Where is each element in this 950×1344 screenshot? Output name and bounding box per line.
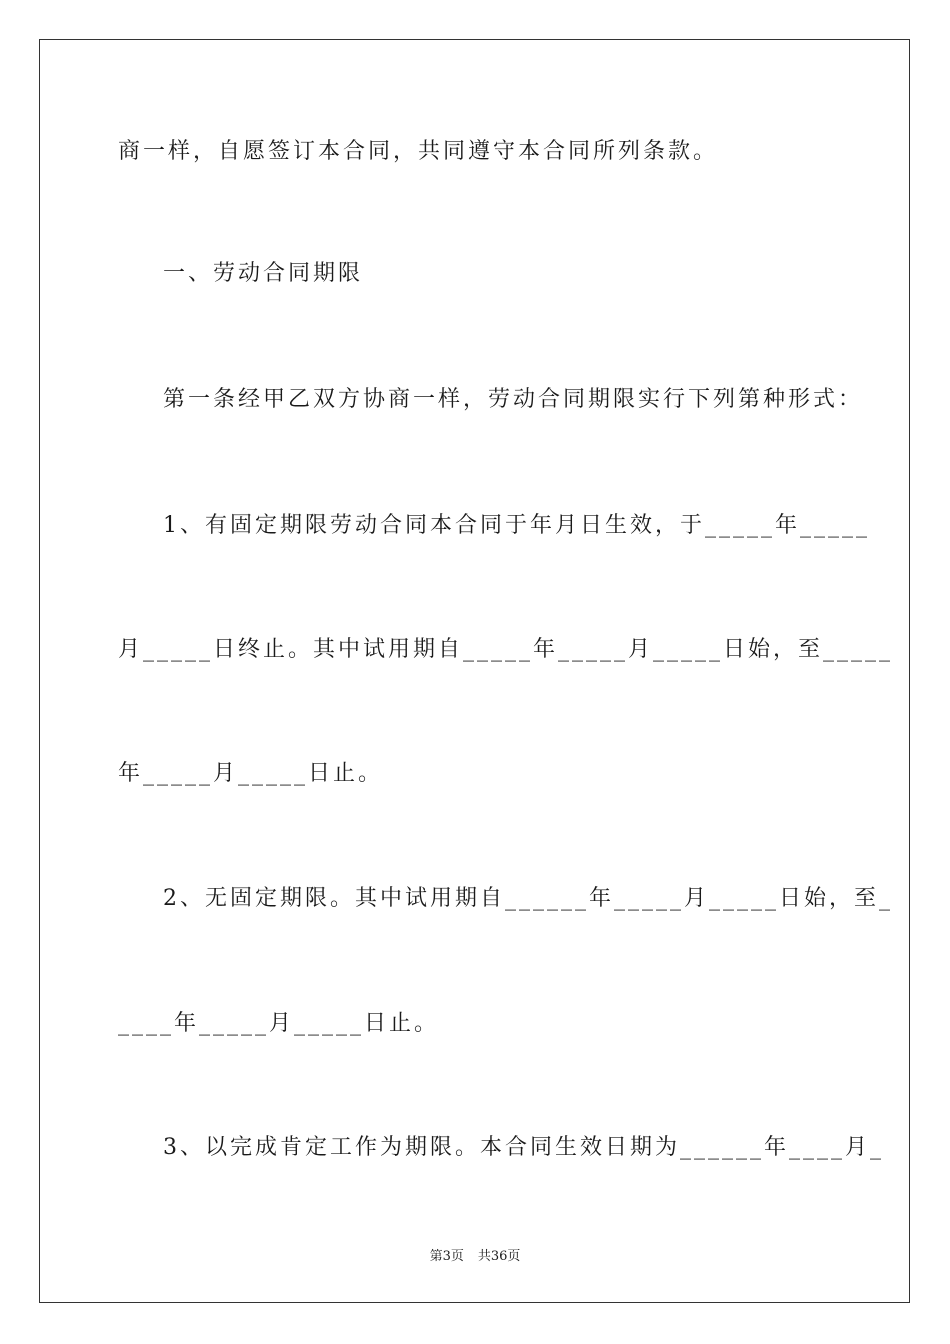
page-number: 第3页 xyxy=(429,1249,464,1264)
paragraph-line-5: 月_____日终止。其中试用期自_____年_____月_____日始，至_____ xyxy=(118,637,894,662)
paragraph-line-7: 2、无固定期限。其中试用期自______年_____月_____日始，至_ xyxy=(163,886,893,911)
clause-line: 第一条经甲乙双方协商一样，劳动合同期限实行下列第种形式： xyxy=(163,387,864,412)
page-footer xyxy=(0,1245,950,1264)
paragraph-line-8: ____年_____月_____日止。 xyxy=(118,1011,440,1036)
paragraph-line-1: 商一样，自愿签订本合同，共同遵守本合同所列条款。 xyxy=(118,139,719,164)
page-border xyxy=(39,39,910,1303)
section-heading: 一、劳动合同期限 xyxy=(163,261,364,286)
paragraph-line-4: 1、有固定期限劳动合同本合同于年月日生效，于_____年_____ xyxy=(163,513,870,538)
total-pages: 共36页 xyxy=(477,1249,521,1264)
paragraph-line-9: 3、以完成肯定工作为期限。本合同生效日期为______年____月_ xyxy=(163,1135,884,1160)
paragraph-line-6: 年_____月_____日止。 xyxy=(118,761,384,786)
